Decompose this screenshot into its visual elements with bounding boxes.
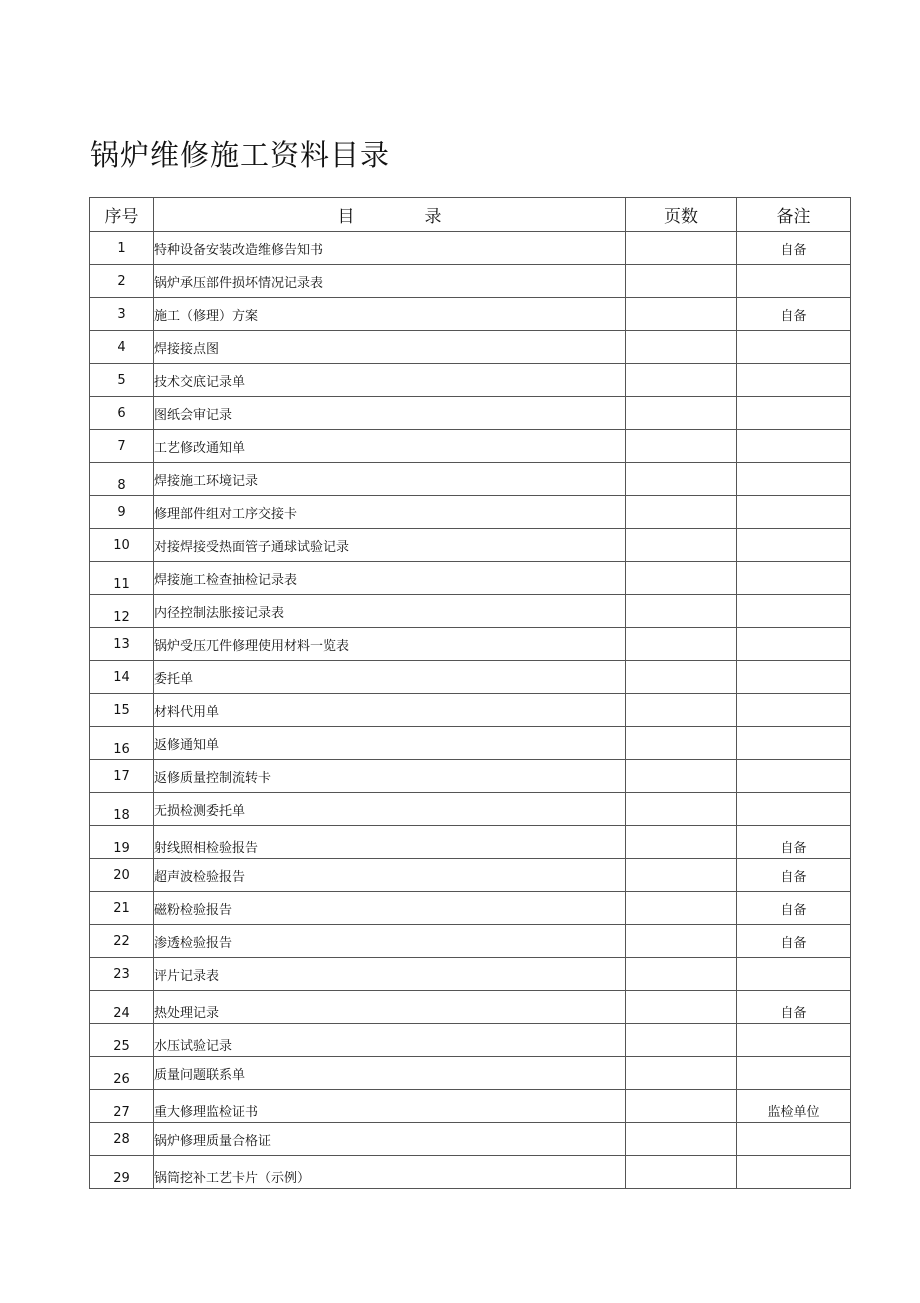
row-note [737,529,851,562]
row-item: 对接焊接受热面管子通球试验记录 [154,529,626,562]
row-pages [626,364,737,397]
row-number: 28 [90,1123,154,1156]
row-pages [626,1024,737,1057]
table-row [90,1156,851,1189]
row-item: 渗透检验报告 [154,925,626,958]
row-pages [626,727,737,760]
row-number: 26 [90,1057,154,1090]
table-row [90,694,851,727]
row-note [737,793,851,826]
row-pages [626,529,737,562]
table-row [90,364,851,397]
table-row [90,793,851,826]
row-number: 9 [90,496,154,529]
header-item [154,198,626,232]
row-item: 热处理记录 [154,991,626,1024]
row-pages [626,595,737,628]
header-item-b: 录 [424,207,442,227]
row-item: 评片记录表 [154,958,626,991]
table-row [90,496,851,529]
row-number: 18 [90,793,154,826]
row-pages [626,1090,737,1123]
row-number: 10 [90,529,154,562]
row-note [737,463,851,496]
row-pages [626,331,737,364]
table-row [90,925,851,958]
row-number: 21 [90,892,154,925]
row-pages [626,826,737,859]
row-note [737,694,851,727]
header-item-a: 目 [337,207,355,227]
table-row [90,463,851,496]
row-item: 水压试验记录 [154,1024,626,1057]
row-item: 锅炉修理质量合格证 [154,1123,626,1156]
row-pages [626,760,737,793]
row-number: 7 [90,430,154,463]
table-row [90,1057,851,1090]
row-number: 12 [90,595,154,628]
row-pages [626,859,737,892]
table-row [90,397,851,430]
row-number: 17 [90,760,154,793]
row-pages [626,991,737,1024]
table-row [90,1090,851,1123]
table-row [90,331,851,364]
table-row [90,892,851,925]
table-row [90,826,851,859]
table-row [90,595,851,628]
header-no: 序号 [90,198,154,232]
row-number: 14 [90,661,154,694]
table-row [90,760,851,793]
row-item: 焊接接点图 [154,331,626,364]
row-pages [626,496,737,529]
row-note: 自备 [737,232,851,265]
row-note: 自备 [737,991,851,1024]
row-number: 19 [90,826,154,859]
row-pages [626,430,737,463]
row-number: 2 [90,265,154,298]
row-note: 自备 [737,298,851,331]
row-item: 锅炉承压部件损坏情况记录表 [154,265,626,298]
table-row [90,1123,851,1156]
table-row [90,430,851,463]
row-number: 23 [90,958,154,991]
row-note [737,760,851,793]
table-header-row [90,198,851,232]
row-pages [626,793,737,826]
row-number: 29 [90,1156,154,1189]
table-row [90,1024,851,1057]
table-row [90,991,851,1024]
row-pages [626,1123,737,1156]
row-item: 焊接施工环境记录 [154,463,626,496]
row-note [737,595,851,628]
row-item: 焊接施工检查抽检记录表 [154,562,626,595]
row-note: 自备 [737,925,851,958]
table-row [90,265,851,298]
row-pages [626,694,737,727]
row-item: 磁粉检验报告 [154,892,626,925]
row-number: 3 [90,298,154,331]
row-pages [626,397,737,430]
row-note [737,628,851,661]
row-number: 27 [90,1090,154,1123]
row-item: 超声波检验报告 [154,859,626,892]
row-number: 5 [90,364,154,397]
row-number: 1 [90,232,154,265]
row-number: 22 [90,925,154,958]
row-number: 11 [90,562,154,595]
table-row [90,958,851,991]
row-note [737,727,851,760]
row-pages [626,463,737,496]
row-number: 8 [90,463,154,496]
row-item: 修理部件组对工序交接卡 [154,496,626,529]
row-item: 重大修理监检证书 [154,1090,626,1123]
table-row [90,628,851,661]
row-number: 16 [90,727,154,760]
row-pages [626,265,737,298]
row-number: 25 [90,1024,154,1057]
row-number: 20 [90,859,154,892]
row-item: 质量问题联系单 [154,1057,626,1090]
row-item: 返修质量控制流转卡 [154,760,626,793]
table-row [90,529,851,562]
row-note [737,1024,851,1057]
row-note: 自备 [737,859,851,892]
page-title: 锅炉维修施工资料目录 [90,138,391,172]
row-note: 监检单位 [737,1090,851,1123]
row-note [737,265,851,298]
header-pages: 页数 [626,198,737,232]
row-note [737,430,851,463]
row-item: 材料代用单 [154,694,626,727]
table-row [90,562,851,595]
row-item: 工艺修改通知单 [154,430,626,463]
row-pages [626,1156,737,1189]
row-number: 13 [90,628,154,661]
row-item: 内径控制法胀接记录表 [154,595,626,628]
row-number: 24 [90,991,154,1024]
row-note [737,397,851,430]
table-row [90,859,851,892]
table-row [90,661,851,694]
row-pages [626,562,737,595]
row-pages [626,925,737,958]
table-row [90,727,851,760]
row-note: 自备 [737,892,851,925]
row-number: 6 [90,397,154,430]
row-note [737,496,851,529]
row-item: 技术交底记录单 [154,364,626,397]
row-number: 15 [90,694,154,727]
row-item: 锅筒挖补工艺卡片（示例） [154,1156,626,1189]
row-note: 自备 [737,826,851,859]
table-row [90,232,851,265]
row-item: 射线照相检验报告 [154,826,626,859]
row-note [737,364,851,397]
row-item: 委托单 [154,661,626,694]
row-note [737,562,851,595]
row-pages [626,661,737,694]
row-pages [626,298,737,331]
row-item: 图纸会审记录 [154,397,626,430]
row-pages [626,232,737,265]
row-number: 4 [90,331,154,364]
row-note [737,1057,851,1090]
row-note [737,661,851,694]
row-note [737,958,851,991]
row-note [737,1123,851,1156]
row-item: 返修通知单 [154,727,626,760]
row-item: 特种设备安装改造维修告知书 [154,232,626,265]
row-item: 锅炉受压兀件修理使用材料一览表 [154,628,626,661]
row-pages [626,958,737,991]
row-item: 无损检测委托单 [154,793,626,826]
header-note: 备注 [737,198,851,232]
row-pages [626,628,737,661]
table-row [90,298,851,331]
row-item: 施工（修理）方案 [154,298,626,331]
row-note [737,1156,851,1189]
row-pages [626,1057,737,1090]
row-note [737,331,851,364]
catalog-table [89,197,851,1189]
row-pages [626,892,737,925]
